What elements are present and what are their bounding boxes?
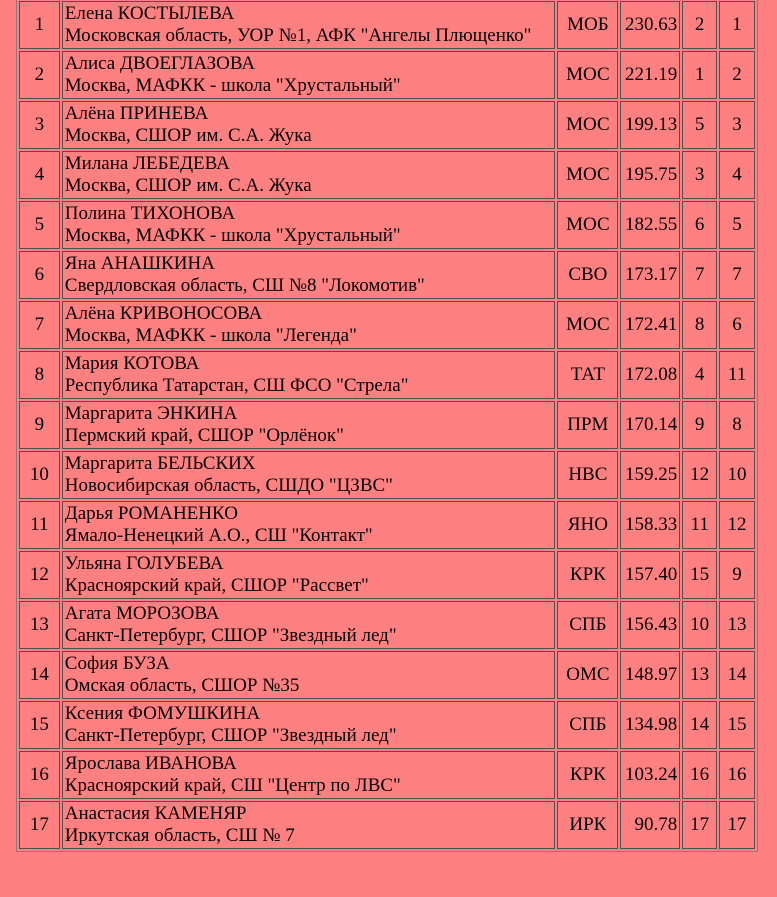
short-program-place-cell: 2 xyxy=(682,1,717,49)
skater-name: Алёна КРИВОНОСОВА xyxy=(64,303,263,324)
place-cell: 1 xyxy=(19,1,60,49)
skater-name: Ульяна ГОЛУБЕВА xyxy=(64,553,224,574)
short-program-place-cell: 10 xyxy=(682,601,717,649)
skater-cell xyxy=(62,551,556,599)
region-cell: МОС xyxy=(557,51,618,99)
free-skate-place-cell: 7 xyxy=(719,251,755,299)
skater-club: Москва, МАФКК - школа "Легенда" xyxy=(64,325,357,346)
skater-cell xyxy=(62,701,556,749)
skater-club: Омская область, СШОР №35 xyxy=(64,675,300,696)
points-cell: 159.25 xyxy=(620,451,680,499)
skater-cell xyxy=(62,751,556,799)
free-skate-place-cell: 12 xyxy=(719,501,755,549)
points-cell: 148.97 xyxy=(620,651,680,699)
points-cell: 170.14 xyxy=(620,401,680,449)
region-cell: МОС xyxy=(557,201,618,249)
skater-club: Пермский край, СШОР "Орлёнок" xyxy=(64,425,344,446)
place-cell: 10 xyxy=(19,451,60,499)
results-table xyxy=(16,0,758,852)
skater-cell xyxy=(62,401,556,449)
skater-name: Елена КОСТЫЛЕВА xyxy=(64,3,235,24)
skater-cell xyxy=(62,251,556,299)
points-cell: 172.41 xyxy=(620,301,680,349)
free-skate-place-cell: 9 xyxy=(719,551,755,599)
region-cell: СВО xyxy=(557,251,618,299)
short-program-place-cell: 11 xyxy=(682,501,717,549)
free-skate-place-cell: 10 xyxy=(719,451,755,499)
skater-club: Санкт-Петербург, СШОР "Звездный лед" xyxy=(64,625,397,646)
points-cell: 103.24 xyxy=(620,751,680,799)
short-program-place-cell: 16 xyxy=(682,751,717,799)
points-cell: 230.63 xyxy=(620,1,680,49)
region-cell: КРК xyxy=(557,751,618,799)
skater-name: Полина ТИХОНОВА xyxy=(64,203,236,224)
points-cell: 90.78 xyxy=(620,801,680,849)
table-row xyxy=(19,551,755,599)
free-skate-place-cell: 15 xyxy=(719,701,755,749)
table-row xyxy=(19,251,755,299)
region-cell: ОМС xyxy=(557,651,618,699)
place-cell: 4 xyxy=(19,151,60,199)
points-cell: 158.33 xyxy=(620,501,680,549)
table-row xyxy=(19,1,755,49)
free-skate-place-cell: 6 xyxy=(719,301,755,349)
skater-cell xyxy=(62,601,556,649)
region-cell: МОБ xyxy=(557,1,618,49)
short-program-place-cell: 1 xyxy=(682,51,717,99)
short-program-place-cell: 9 xyxy=(682,401,717,449)
short-program-place-cell: 17 xyxy=(682,801,717,849)
points-cell: 195.75 xyxy=(620,151,680,199)
skater-club: Москва, МАФКК - школа "Хрустальный" xyxy=(64,225,401,246)
place-cell: 2 xyxy=(19,51,60,99)
table-row xyxy=(19,101,755,149)
skater-cell xyxy=(62,101,556,149)
region-cell: КРК xyxy=(557,551,618,599)
skater-club: Новосибирская область, СШДО "ЦЗВС" xyxy=(64,475,393,496)
short-program-place-cell: 14 xyxy=(682,701,717,749)
points-cell: 134.98 xyxy=(620,701,680,749)
place-cell: 11 xyxy=(19,501,60,549)
skater-cell xyxy=(62,451,556,499)
skater-name: Алёна ПРИНЕВА xyxy=(64,103,209,124)
table-row xyxy=(19,351,755,399)
skater-name: Яна АНАШКИНА xyxy=(64,253,215,274)
short-program-place-cell: 4 xyxy=(682,351,717,399)
free-skate-place-cell: 13 xyxy=(719,601,755,649)
free-skate-place-cell: 17 xyxy=(719,801,755,849)
place-cell: 14 xyxy=(19,651,60,699)
skater-name: Анастасия КАМЕНЯР xyxy=(64,803,247,824)
skater-club: Свердловская область, СШ №8 "Локомотив" xyxy=(64,275,425,296)
table-row xyxy=(19,501,755,549)
results-table-body xyxy=(19,1,755,849)
place-cell: 17 xyxy=(19,801,60,849)
points-cell: 157.40 xyxy=(620,551,680,599)
table-row xyxy=(19,651,755,699)
skater-cell xyxy=(62,501,556,549)
table-row xyxy=(19,151,755,199)
region-cell: ЯНО xyxy=(557,501,618,549)
place-cell: 16 xyxy=(19,751,60,799)
skater-cell xyxy=(62,651,556,699)
skater-name: София БУЗА xyxy=(64,653,170,674)
skater-club: Красноярский край, СШ "Центр по ЛВС" xyxy=(64,775,401,796)
points-cell: 199.13 xyxy=(620,101,680,149)
place-cell: 8 xyxy=(19,351,60,399)
skater-club: Республика Татарстан, СШ ФСО "Стрела" xyxy=(64,375,409,396)
skater-club: Ямало-Ненецкий А.О., СШ "Контакт" xyxy=(64,525,373,546)
place-cell: 15 xyxy=(19,701,60,749)
skater-name: Дарья РОМАНЕНКО xyxy=(64,503,238,524)
short-program-place-cell: 13 xyxy=(682,651,717,699)
region-cell: НВС xyxy=(557,451,618,499)
skater-cell xyxy=(62,51,556,99)
region-cell: МОС xyxy=(557,101,618,149)
place-cell: 6 xyxy=(19,251,60,299)
skater-club: Москва, СШОР им. С.А. Жука xyxy=(64,125,312,146)
skater-club: Москва, МАФКК - школа "Хрустальный" xyxy=(64,75,401,96)
skater-name: Маргарита БЕЛЬСКИХ xyxy=(64,453,256,474)
table-row xyxy=(19,401,755,449)
table-row xyxy=(19,751,755,799)
table-row xyxy=(19,601,755,649)
region-cell: МОС xyxy=(557,301,618,349)
free-skate-place-cell: 5 xyxy=(719,201,755,249)
skater-cell xyxy=(62,1,556,49)
points-cell: 173.17 xyxy=(620,251,680,299)
region-cell: МОС xyxy=(557,151,618,199)
place-cell: 7 xyxy=(19,301,60,349)
table-row xyxy=(19,51,755,99)
free-skate-place-cell: 4 xyxy=(719,151,755,199)
skater-name: Маргарита ЭНКИНА xyxy=(64,403,238,424)
place-cell: 12 xyxy=(19,551,60,599)
free-skate-place-cell: 1 xyxy=(719,1,755,49)
table-row xyxy=(19,451,755,499)
place-cell: 9 xyxy=(19,401,60,449)
skater-cell xyxy=(62,301,556,349)
short-program-place-cell: 5 xyxy=(682,101,717,149)
table-row xyxy=(19,301,755,349)
short-program-place-cell: 15 xyxy=(682,551,717,599)
place-cell: 5 xyxy=(19,201,60,249)
skater-cell xyxy=(62,201,556,249)
free-skate-place-cell: 11 xyxy=(719,351,755,399)
points-cell: 221.19 xyxy=(620,51,680,99)
free-skate-place-cell: 14 xyxy=(719,651,755,699)
region-cell: СПБ xyxy=(557,601,618,649)
free-skate-place-cell: 8 xyxy=(719,401,755,449)
table-row xyxy=(19,701,755,749)
skater-cell xyxy=(62,801,556,849)
place-cell: 13 xyxy=(19,601,60,649)
short-program-place-cell: 7 xyxy=(682,251,717,299)
skater-club: Красноярский край, СШОР "Рассвет" xyxy=(64,575,369,596)
free-skate-place-cell: 2 xyxy=(719,51,755,99)
free-skate-place-cell: 3 xyxy=(719,101,755,149)
skater-club: Иркутская область, СШ № 7 xyxy=(64,825,295,846)
skater-name: Агата МОРОЗОВА xyxy=(64,603,220,624)
short-program-place-cell: 6 xyxy=(682,201,717,249)
place-cell: 3 xyxy=(19,101,60,149)
points-cell: 156.43 xyxy=(620,601,680,649)
region-cell: СПБ xyxy=(557,701,618,749)
short-program-place-cell: 8 xyxy=(682,301,717,349)
skater-club: Московская область, УОР №1, АФК "Ангелы Плющенко" xyxy=(64,25,532,46)
skater-name: Милана ЛЕБЕДЕВА xyxy=(64,153,230,174)
skater-name: Ксения ФОМУШКИНА xyxy=(64,703,261,724)
table-row xyxy=(19,201,755,249)
short-program-place-cell: 12 xyxy=(682,451,717,499)
points-cell: 182.55 xyxy=(620,201,680,249)
points-cell: 172.08 xyxy=(620,351,680,399)
region-cell: ПРМ xyxy=(557,401,618,449)
skater-cell xyxy=(62,351,556,399)
skater-name: Мария КОТОВА xyxy=(64,353,200,374)
region-cell: ТАТ xyxy=(557,351,618,399)
free-skate-place-cell: 16 xyxy=(719,751,755,799)
skater-name: Алиса ДВОЕГЛАЗОВА xyxy=(64,53,256,74)
short-program-place-cell: 3 xyxy=(682,151,717,199)
skater-cell xyxy=(62,151,556,199)
skater-name: Ярослава ИВАНОВА xyxy=(64,753,237,774)
skater-club: Москва, СШОР им. С.А. Жука xyxy=(64,175,312,196)
region-cell: ИРК xyxy=(557,801,618,849)
skater-club: Санкт-Петербург, СШОР "Звездный лед" xyxy=(64,725,397,746)
table-row xyxy=(19,801,755,849)
